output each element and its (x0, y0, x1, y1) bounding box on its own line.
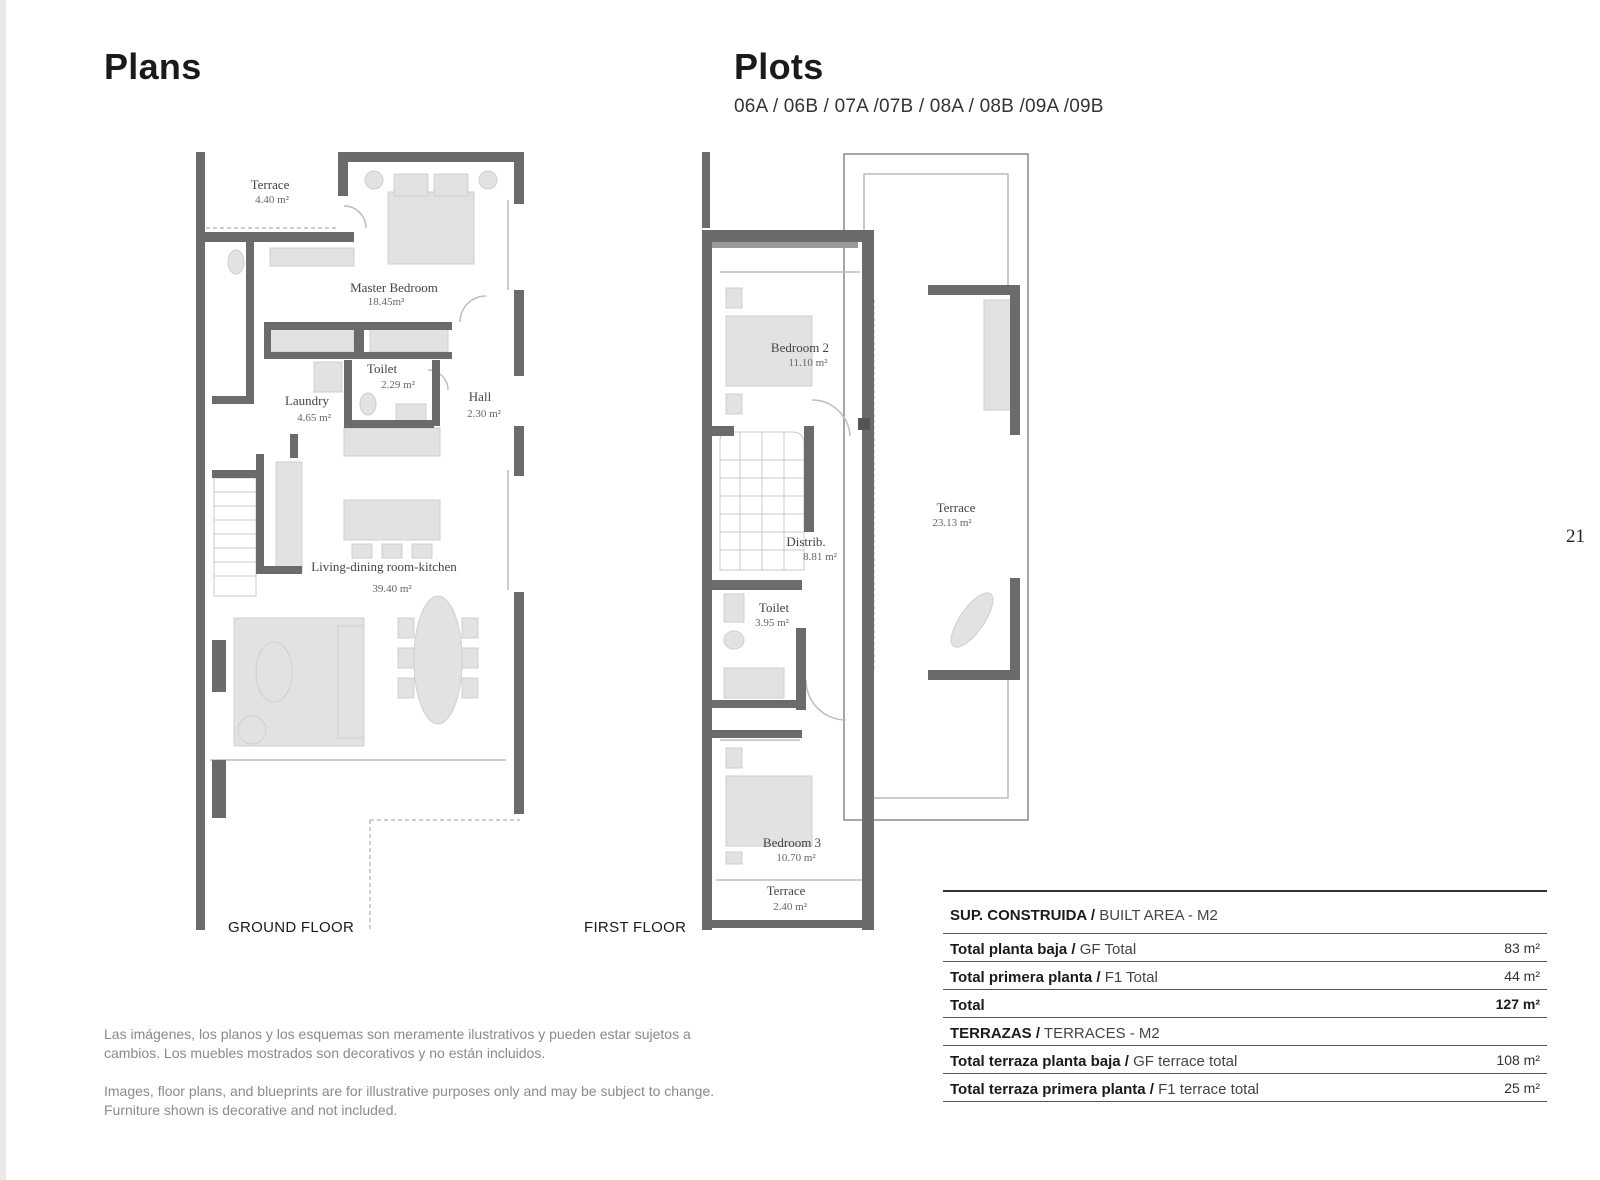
disclaimer-english: Images, floor plans, and blueprints are for illustrative purposes only and may be subject to change. Furniture shown is decorative and not included. (104, 1083, 715, 1118)
wall (256, 566, 302, 574)
nightstand-lamp (365, 171, 383, 189)
room-label: Bedroom 3 (762, 835, 822, 850)
chair (462, 648, 478, 668)
wall (344, 420, 434, 428)
room-label: Toilet (758, 600, 790, 615)
room-label: Terrace (766, 883, 806, 898)
gf-terrace-row (943, 1046, 1547, 1074)
bed-pillow (434, 174, 468, 196)
wall (196, 230, 205, 930)
row-label-en: GF terrace total (1133, 1053, 1238, 1070)
room-area: 11.10 m² (788, 357, 828, 369)
wc (360, 393, 376, 415)
row-label-en: GF Total (1079, 941, 1137, 958)
room-label: Distrib. (786, 534, 826, 549)
built-area-heading-es: SUP. CONSTRUIDA / (950, 907, 1096, 924)
wall (338, 152, 348, 196)
room-area: 18.45m² (367, 296, 405, 308)
chair (398, 618, 414, 638)
wall (862, 230, 874, 930)
wall (928, 285, 1018, 295)
wall (514, 152, 524, 204)
chair (462, 618, 478, 638)
nightstand (726, 852, 742, 864)
ground-floor-caption: GROUND FLOOR (228, 919, 355, 936)
room-label: Hall (468, 389, 492, 404)
bed-pillow (394, 174, 428, 196)
wall (212, 760, 226, 818)
sink (724, 594, 744, 622)
wall (712, 580, 802, 590)
wall (338, 152, 524, 162)
stool (382, 544, 402, 558)
row-label-en: F1 Total (1104, 969, 1158, 986)
wall (712, 730, 802, 738)
stool (352, 544, 372, 558)
room-area: 23.13 m² (932, 517, 972, 529)
f1-terrace-row (943, 1074, 1547, 1102)
page-number: 21 (1566, 526, 1585, 547)
wc (228, 250, 244, 274)
wall (804, 426, 814, 532)
wall (256, 454, 264, 574)
built-area-heading-en: BUILT AREA - M2 (1099, 907, 1218, 924)
nightstand (726, 394, 742, 414)
column (858, 418, 870, 430)
room-area: 4.40 m² (255, 194, 289, 206)
sun-lounger (984, 300, 1012, 410)
kitchen-counter (344, 428, 440, 456)
wall (514, 290, 524, 376)
wall (354, 322, 364, 358)
wall (928, 670, 1020, 680)
wall (432, 360, 440, 426)
wall (1010, 578, 1020, 678)
wall (290, 434, 298, 458)
room-label: Master Bedroom (350, 280, 438, 295)
room-area: 4.65 m² (297, 412, 331, 424)
master-bed (388, 192, 474, 264)
terraces-heading (943, 1018, 1547, 1046)
armchair (238, 716, 266, 744)
washing-machine (314, 362, 342, 392)
room-area: 2.29 m² (381, 379, 415, 391)
wall (712, 920, 862, 928)
row-value: 25 m² (1504, 1080, 1540, 1096)
plot-codes: 06A / 06B / 07A /07B / 08A / 08B /09A /09B (734, 96, 1104, 117)
row-value: 44 m² (1504, 968, 1540, 984)
wall (1010, 285, 1020, 435)
room-area: 39.40 m² (372, 583, 412, 595)
room-label: Terrace (250, 177, 290, 192)
chair (462, 678, 478, 698)
chair (398, 648, 414, 668)
row-label-es: Total terraza planta baja / (950, 1053, 1129, 1070)
kitchen-island (344, 500, 440, 540)
room-area: 8.81 m² (803, 551, 837, 563)
kitchen-unit (276, 462, 302, 572)
glazing (712, 242, 858, 248)
room-label: Terrace (936, 500, 976, 515)
wall (246, 242, 254, 396)
bench (270, 248, 354, 266)
sink (396, 404, 426, 422)
room-area: 2.30 m² (467, 408, 501, 420)
nightstand (726, 288, 742, 308)
wall (212, 640, 226, 692)
dining-table (414, 596, 462, 724)
wall (344, 360, 352, 426)
total-row (943, 990, 1547, 1018)
stairs (720, 432, 804, 570)
wc (724, 631, 744, 649)
wall (212, 396, 254, 404)
wall (702, 152, 710, 228)
wall (196, 232, 354, 242)
wall (702, 230, 712, 930)
row-value: 83 m² (1504, 940, 1540, 956)
terraces-heading-es: TERRAZAS / (950, 1025, 1040, 1042)
stairs (214, 478, 256, 596)
sofa (338, 626, 364, 738)
row-label-es: Total planta baja / (950, 941, 1076, 958)
gf-total-row (943, 934, 1547, 962)
wall (796, 628, 806, 710)
row-value: 127 m² (1495, 996, 1540, 1012)
room-label: Living-dining room-kitchen (311, 559, 457, 574)
f1-total-row (943, 962, 1547, 990)
wall (212, 470, 262, 478)
built-area-heading (943, 890, 1547, 934)
terraces-heading-en: TERRACES - M2 (1043, 1025, 1160, 1042)
plots-title: Plots (734, 46, 824, 87)
shower (724, 668, 784, 698)
row-label-es: Total terraza primera planta / (950, 1081, 1154, 1098)
disclaimer-spanish: Las imágenes, los planos y los esquemas son meramente ilustrativos y pueden estar sujetos a cambios. Los muebles mostrados son decorativos y no están incluidos. (104, 1026, 691, 1061)
wall (702, 230, 872, 242)
chair (398, 678, 414, 698)
nightstand (726, 748, 742, 768)
coffee-table (256, 642, 292, 702)
wall (712, 700, 802, 708)
row-label-es: Total (950, 997, 985, 1014)
room-label: Laundry (284, 393, 330, 408)
first-floor-caption: FIRST FLOOR (584, 919, 687, 936)
stool (412, 544, 432, 558)
area-summary-table (943, 890, 1547, 1102)
room-area: 10.70 m² (776, 852, 816, 864)
room-area: 3.95 m² (755, 617, 789, 629)
nightstand-lamp (479, 171, 497, 189)
wall (514, 426, 524, 476)
row-label-es: Total primera planta / (950, 969, 1101, 986)
room-area: 2.40 m² (773, 901, 807, 913)
row-value: 108 m² (1496, 1052, 1540, 1068)
wall (514, 592, 524, 814)
plans-title: Plans (104, 46, 202, 87)
room-label: Bedroom 2 (770, 340, 830, 355)
ground-floor-plan (196, 152, 524, 932)
room-label: Toilet (366, 361, 398, 376)
wall (712, 426, 734, 436)
first-floor-plan (702, 152, 1028, 930)
row-label-en: F1 terrace total (1158, 1081, 1260, 1098)
wall (196, 152, 205, 230)
